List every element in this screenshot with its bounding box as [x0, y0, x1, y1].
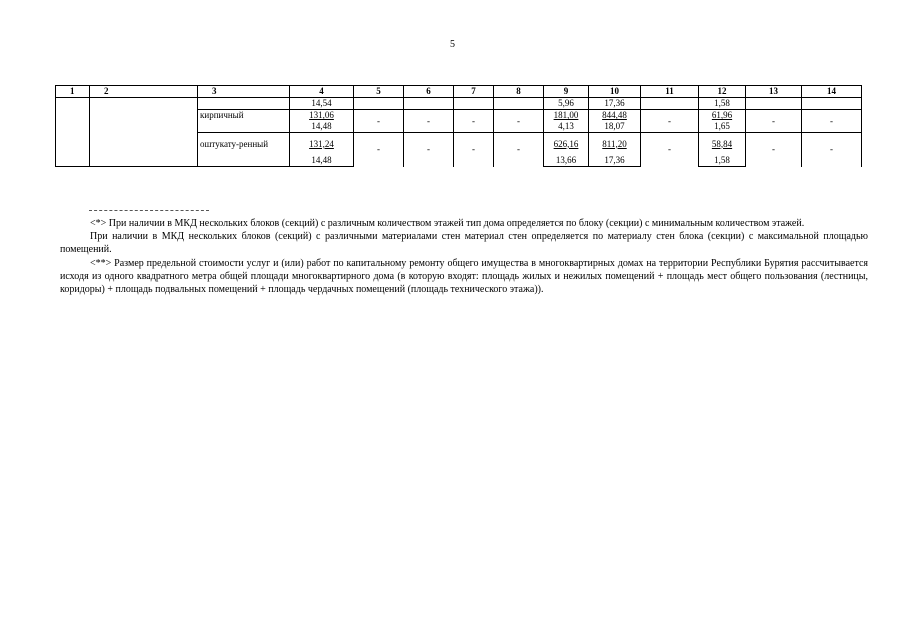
table-cell: 1,58 — [699, 155, 746, 167]
header-cell: 1 — [56, 86, 90, 98]
table-cell: 626,16 — [553, 138, 579, 149]
table-cell — [641, 98, 699, 110]
table-cell: 5,96 — [544, 98, 589, 110]
table-header-row — [56, 86, 862, 98]
page-number: 5 — [450, 39, 455, 50]
table-cell: 811,20 — [602, 138, 627, 149]
table-cell: - — [641, 110, 699, 133]
table-cell: 14,54 — [290, 98, 354, 110]
table-cell: - — [404, 110, 454, 133]
table-cell: 1,58 — [699, 98, 746, 110]
header-cell: 14 — [802, 86, 862, 98]
table-cell — [56, 98, 90, 167]
table-cell — [404, 98, 454, 110]
header-cell: 2 — [90, 86, 198, 98]
table-cell — [90, 98, 198, 167]
table-cell: 14,48 — [290, 155, 354, 167]
table-cell — [454, 98, 494, 110]
header-cell: 7 — [454, 86, 494, 98]
table-cell: - — [802, 133, 862, 167]
footnote-separator — [89, 210, 209, 211]
footnote-2: При наличии в МКД нескольких блоков (секций) с различными материалами стен материал стен определяется по материалу стен блока (секции) с максимальной площадью помещений. — [60, 231, 868, 256]
table-cell — [354, 98, 404, 110]
table-cell: 181,00 — [553, 110, 579, 120]
table-cell: 14,48 — [290, 121, 354, 133]
header-cell: 12 — [699, 86, 746, 98]
table-cell — [494, 98, 544, 110]
header-cell: 3 — [198, 86, 290, 98]
table-row — [56, 98, 862, 110]
table-cell: - — [746, 110, 802, 133]
table-cell: - — [354, 110, 404, 133]
header-cell: 8 — [494, 86, 544, 98]
table-cell — [198, 155, 290, 167]
footnote-3: <**> Размер предельной стоимости услуг и (или) работ по капитальному ремонту общего имущества в многоквартирных домах на территории Республики Бурятия рассчитывается исходя из одного квадратного метра общей площади многоквартирного дома (в которую входят: площадь жилых и нежилых помещений + площадь мест общего пользования (лестницы, коридоры) + площадь подвальных помещений + площадь чердачных помещений (площадь технического этажа)). — [60, 257, 868, 296]
table-cell: 17,36 — [589, 98, 641, 110]
table-cell — [746, 98, 802, 110]
wall-material-cell: кирпичный — [198, 110, 290, 122]
table-cell: 17,36 — [589, 155, 641, 167]
table-cell: - — [354, 133, 404, 167]
table-cell: 1,65 — [699, 121, 746, 133]
header-cell: 6 — [404, 86, 454, 98]
table-cell: - — [454, 110, 494, 133]
table-cell: - — [746, 133, 802, 167]
table-cell — [802, 98, 862, 110]
wall-material-cell: оштукату-ренный — [198, 133, 290, 156]
table-cell — [198, 121, 290, 133]
table-cell: - — [494, 133, 544, 167]
header-cell: 4 — [290, 86, 354, 98]
table-cell: - — [641, 133, 699, 167]
header-cell: 11 — [641, 86, 699, 98]
table-cell: 61,96 — [711, 110, 733, 120]
footnotes — [60, 217, 868, 296]
table-cell: 13,66 — [544, 155, 589, 167]
header-cell: 13 — [746, 86, 802, 98]
header-cell: 5 — [354, 86, 404, 98]
header-cell: 10 — [589, 86, 641, 98]
table-cell: 131,06 — [309, 110, 334, 120]
table-cell: - — [454, 133, 494, 167]
table-cell — [198, 98, 290, 110]
table-cell: - — [494, 110, 544, 133]
table-cell: 18,07 — [589, 121, 641, 133]
header-cell: 9 — [544, 86, 589, 98]
table-cell: 4,13 — [544, 121, 589, 133]
table-cell: - — [404, 133, 454, 167]
table-cell: - — [802, 110, 862, 133]
table-cell: 844,48 — [602, 110, 627, 120]
cost-table — [55, 85, 862, 167]
footnote-1: <*> При наличии в МКД нескольких блоков (секций) с различным количеством этажей тип дома определяется по блоку (секции) с минимальным количеством этажей. — [90, 218, 805, 229]
table-cell: 131,24 — [309, 138, 334, 149]
table-cell: 58,84 — [711, 138, 733, 149]
